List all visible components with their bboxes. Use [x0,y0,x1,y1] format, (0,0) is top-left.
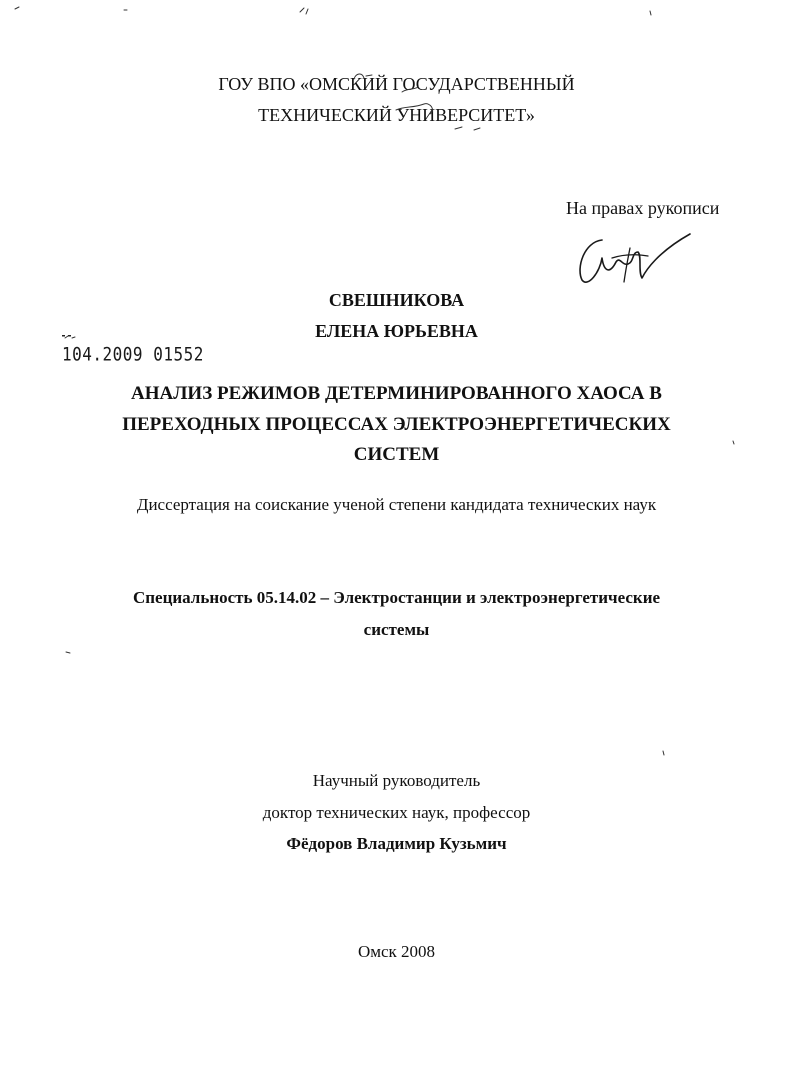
title-line-1: АНАЛИЗ РЕЖИМОВ ДЕТЕРМИНИРОВАННОГО ХАОСА В [131,383,662,404]
specialty-line-2: системы [363,620,430,639]
signature-image [572,228,702,288]
supervisor-role: Научный руководитель [312,771,481,790]
title-line-3: СИСТЕМ [353,444,440,465]
specialty-line-1: Специальность 05.14.02 – Электростанции и электроэнергетические [132,588,661,607]
supervisor-degree: доктор технических наук, профессор [262,803,531,822]
library-stamp-number: 104.2009 01552 [62,343,204,365]
author-surname: СВЕШНИКОВА [328,290,465,310]
stamp-mark-icon [62,334,76,337]
title-line-2: ПЕРЕХОДНЫХ ПРОЦЕССАХ ЭЛЕКТРОЭНЕРГЕТИЧЕСКИХ [122,414,671,435]
institution-line-2: ТЕХНИЧЕСКИЙ УНИВЕРСИТЕТ» [258,105,535,125]
degree-line: Диссертация на соискание ученой степени кандидата технических наук [136,495,657,514]
supervisor-name: Фёдоров Владимир Кузьмич [286,834,507,853]
author-given-names: ЕЛЕНА ЮРЬЕВНА [315,321,478,341]
manuscript-note: На правах рукописи [566,198,720,218]
institution-line-1: ГОУ ВПО «ОМСКИЙ ГОСУДАРСТВЕННЫЙ [218,74,575,94]
place-year: Омск 2008 [357,942,436,961]
